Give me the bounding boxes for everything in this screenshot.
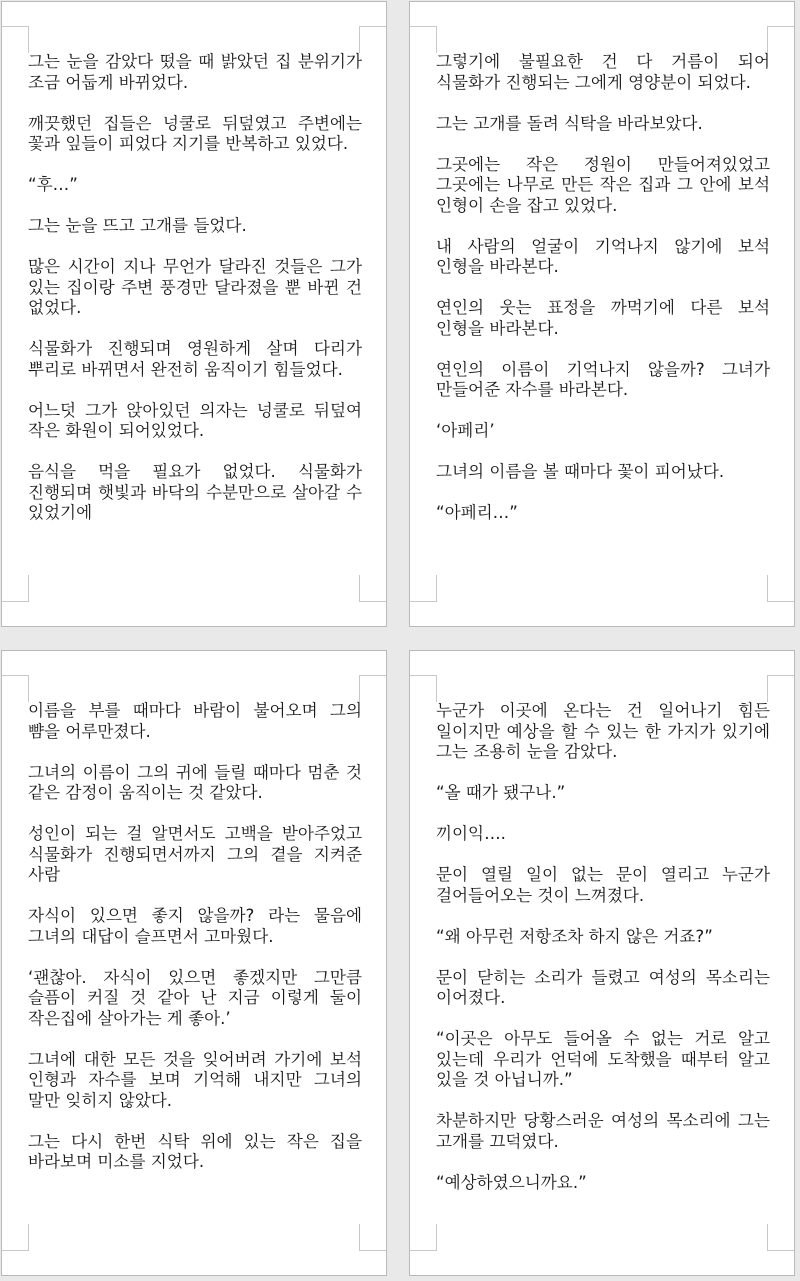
crop-mark [410, 675, 437, 702]
paragraph: “후…” [28, 175, 78, 194]
paragraph: 자식이 있으면 좋지 않을까? 라는 물음에 그녀의 대답이 슬프면서 고마웠다. [28, 906, 362, 946]
paragraph: “올 때가 됐구나.” [436, 783, 566, 802]
paragraph: 문이 열릴 일이 없는 문이 열리고 누군가 걸어들어오는 것이 느껴졌다. [436, 865, 770, 905]
crop-mark [359, 26, 386, 53]
crop-mark [359, 575, 386, 602]
paragraph: 깨끗했던 집들은 넝쿨로 뒤덮였고 주변에는 꽃과 잎들이 피었다 지기를 반복하고 있었다. [28, 113, 362, 153]
paragraph: 그는 눈을 감았다 떴을 때 밝았던 집 분위기가 조금 어둡게 바뀌었다. [28, 52, 362, 92]
page-body [28, 701, 362, 1193]
paragraph: 그녀의 이름이 그의 귀에 들릴 때마다 멈춘 것 같은 감정이 움직이는 것 같았다. [28, 762, 362, 802]
crop-mark [410, 575, 437, 602]
page-body [436, 52, 770, 544]
paragraph: “왜 아무런 저항조차 하지 않은 거죠?” [436, 926, 713, 946]
paragraph: 누군가 이곳에 온다는 건 일어나기 힘든 일이지만 예상을 할 수 있는 한 가지가 있기에 그는 조용히 눈을 감았다. [436, 701, 770, 761]
paragraph: 그녀에 대한 모든 것을 잊어버려 가기에 보석 인형과 자수를 보며 기억해 내지만 그녀의 말만 잊히지 않았다. [28, 1049, 362, 1110]
crop-mark [359, 675, 386, 702]
crop-mark [2, 1224, 29, 1251]
crop-mark [410, 1224, 437, 1251]
paragraph: “예상하였으니까요.” [436, 1172, 587, 1192]
crop-mark [359, 1224, 386, 1251]
crop-mark [767, 575, 794, 602]
paragraph: ‘아페리’ [436, 421, 495, 440]
crop-mark [767, 26, 794, 53]
crop-mark [410, 26, 437, 53]
crop-mark [2, 26, 29, 53]
paragraph: 내 사람의 얼굴이 기억나지 않기에 보석 인형을 바라본다. [436, 236, 770, 276]
crop-mark [767, 1224, 794, 1251]
paragraph: “이곳은 아무도 들어올 수 없는 거로 알고 있는데 우리가 언덕에 도착했을 때부터 알고 있을 것 아닙니까.” [436, 1029, 770, 1089]
paragraph: “아페리…” [436, 503, 518, 522]
paragraph: 성인이 되는 걸 알면서도 고백을 받아주었고 식물화가 진행되면서까지 그의 곁을 지켜준 사람 [28, 824, 362, 884]
page-2 [409, 1, 795, 627]
page-3 [1, 650, 387, 1276]
paragraph: 그곳에는 작은 정원이 만들어져있었고 그곳에는 나무로 만든 작은 집과 그 안에 보석 인형이 손을 잡고 있었다. [436, 154, 770, 215]
crop-mark [2, 675, 29, 702]
paragraph: ‘괜찮아. 자식이 있으면 좋겠지만 그만큼 슬픔이 커질 것 같아 난 지금 이렇게 둘이 작은집에 살아가는 게 좋아.’ [28, 967, 362, 1028]
paragraph: 그녀의 이름을 볼 때마다 꽃이 피어났다. [436, 462, 725, 481]
crop-mark [2, 575, 29, 602]
page-4 [409, 650, 795, 1276]
paragraph: 연인의 웃는 표정을 까먹기에 다른 보석 인형을 바라본다. [436, 298, 770, 338]
page-body [28, 52, 362, 544]
paragraph: 그는 다시 한번 식탁 위에 있는 작은 집을 바라보며 미소를 지었다. [28, 1131, 362, 1171]
paragraph: 그는 눈을 뜨고 고개를 들었다. [28, 216, 247, 235]
page-body [436, 701, 770, 1214]
paragraph: 이름을 부를 때마다 바람이 불어오며 그의 뺨을 어루만졌다. [28, 701, 362, 741]
paragraph: 그렇기에 불필요한 건 다 거름이 되어 식물화가 진행되는 그에게 영양분이 되었다. [436, 52, 770, 92]
paragraph: 어느덧 그가 앉아있던 의자는 넝쿨로 뒤덮여 작은 화원이 되어있었다. [28, 400, 362, 440]
paragraph: 문이 닫히는 소리가 들렸고 여성의 목소리는 이어졌다. [436, 967, 770, 1007]
crop-mark [767, 675, 794, 702]
paragraph: 끼이익…. [436, 824, 506, 843]
paragraph: 식물화가 진행되며 영원하게 살며 다리가 뿌리로 바뀌면서 완전히 움직이기 힘들었다. [28, 339, 362, 379]
paragraph: 차분하지만 당황스러운 여성의 목소리에 그는 고개를 끄덕였다. [436, 1111, 770, 1151]
paragraph: 음식을 먹을 필요가 없었다. 식물화가 진행되며 햇빛과 바닥의 수분만으로 살아갈 수 있었기에 [28, 462, 362, 522]
paragraph: 많은 시간이 지나 무언가 달라진 것들은 그가 있는 집이랑 주변 풍경만 달라졌을 뿐 바뀐 건 없었다. [28, 257, 362, 317]
paragraph: 그는 고개를 돌려 식탁을 바라보았다. [436, 113, 703, 133]
paragraph: 연인의 이름이 기억나지 않을까? 그녀가 만들어준 자수를 바라본다. [436, 359, 770, 399]
page-1 [1, 1, 387, 627]
